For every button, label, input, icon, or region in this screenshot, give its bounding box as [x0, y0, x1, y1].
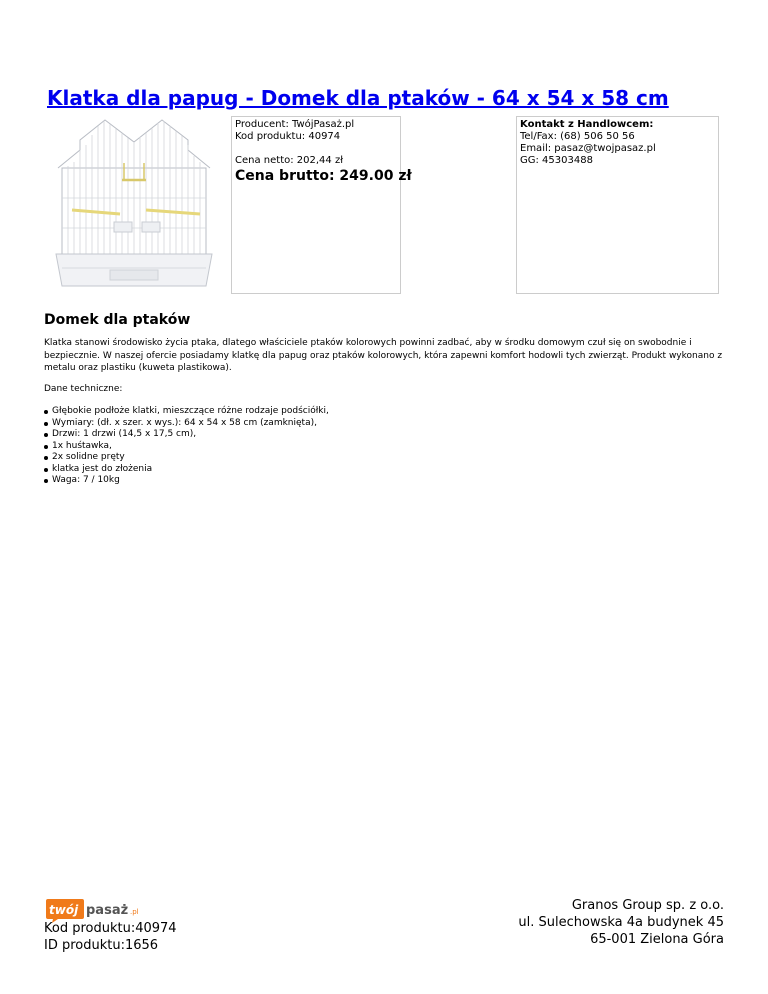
contact-email: Email: pasaz@twojpasaz.pl	[520, 143, 656, 154]
description-heading: Domek dla ptaków	[44, 312, 191, 328]
gross-price-text: Cena brutto: 249.00 zł	[235, 168, 412, 184]
spec-item: Głębokie podłoże klatki, mieszczące różne rodzaje podściółki,	[44, 406, 329, 418]
contact-heading: Kontakt z Handlowcem:	[520, 119, 654, 130]
specs-heading: Dane techniczne:	[44, 384, 123, 394]
specs-list	[44, 406, 329, 487]
spec-item: 2x solidne pręty	[44, 452, 329, 464]
footer-company-name: Granos Group sp. z o.o.	[571, 898, 724, 913]
contact-box	[516, 116, 719, 294]
svg-text:.pl: .pl	[130, 908, 139, 916]
footer-product-id: ID produktu:1656	[44, 938, 159, 953]
bird-cage-image	[50, 118, 218, 296]
spec-item: Wymiary: (dł. x szer. x wys.): 64 x 54 x 58 cm (zamknięta),	[44, 418, 329, 430]
footer-street: ul. Sulechowska 4a budynek 45	[518, 915, 724, 930]
spec-item: 1x huśtawka,	[44, 441, 329, 453]
svg-text:pasaż: pasaż	[86, 903, 129, 918]
contact-gg: GG: 45303488	[520, 155, 593, 166]
footer-company-address	[518, 897, 724, 948]
product-info-box	[231, 116, 412, 294]
spec-item: Drzwi: 1 drzwi (14,5 x 17,5 cm),	[44, 429, 329, 441]
contact-phone: Tel/Fax: (68) 506 50 56	[520, 131, 635, 142]
footer-product-ids	[44, 920, 177, 954]
producer-text: Producent: TwójPasaż.pl	[235, 119, 355, 130]
footer-product-code: Kod produktu:40974	[44, 921, 177, 936]
svg-text:twój: twój	[49, 903, 79, 917]
description-text: Klatka stanowi środowisko życia ptaka, dlatego właściciele ptaków kolorowych powinni zadbać, aby w środku domowym czuł się on swobodnie i bezpiecznie. W naszej ofercie posiadamy klatkę dla papug oraz ptaków kolorowych, która zapewni komfort hodowli tych zwierząt. Produkt wykonano z metalu oraz plastiku (kuweta plastikowa).	[44, 338, 723, 373]
footer-city: 65-001 Zielona Góra	[590, 932, 724, 947]
spec-item: Waga: 7 / 10kg	[44, 475, 329, 487]
spec-item: klatka jest do złożenia	[44, 464, 329, 476]
net-price-text: Cena netto: 202,44 zł	[235, 155, 344, 166]
product-title-link[interactable]: Klatka dla papug - Domek dla ptaków - 64 x 54 x 58 cm	[47, 86, 669, 110]
product-code-text: Kod produktu: 40974	[235, 131, 341, 142]
